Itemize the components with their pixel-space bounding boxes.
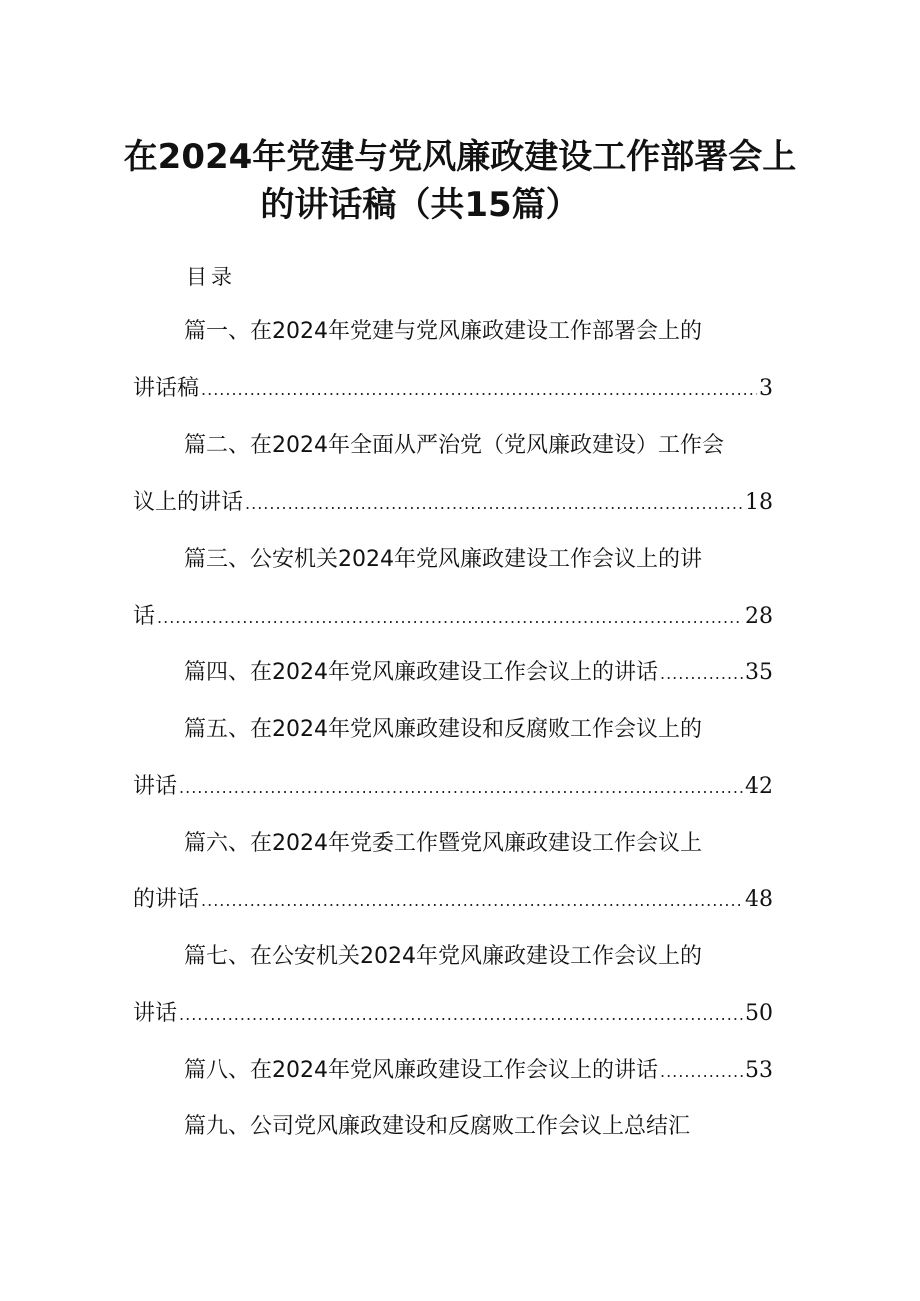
toc-entry-text: 讲话稿 xyxy=(133,376,200,401)
toc-leader-dots xyxy=(660,1057,743,1087)
document-title-line-1: 在2024年党建与党风廉政建设工作部署会上 xyxy=(123,137,797,177)
toc-entry-3-line-1[interactable]: 篇三、公安机关2024年党风廉政建设工作会议上的讲 xyxy=(184,547,702,572)
toc-page-number: 53 xyxy=(745,1058,773,1083)
toc-page-number: 3 xyxy=(759,376,773,401)
toc-entry-text: 讲话 xyxy=(133,774,178,799)
toc-entry-1-line-1[interactable]: 篇一、在2024年党建与党风廉政建设工作部署会上的 xyxy=(184,319,702,344)
toc-page-number: 48 xyxy=(745,887,773,912)
toc-entry-text: 讲话 xyxy=(133,1001,178,1026)
toc-leader-dots xyxy=(660,659,743,689)
toc-entry-2-line-2[interactable] xyxy=(133,488,773,519)
toc-entry-6-line-2[interactable] xyxy=(133,885,773,916)
toc-leader-dots xyxy=(179,773,743,803)
toc-entry-8[interactable] xyxy=(184,1056,773,1087)
toc-entry-text: 的讲话 xyxy=(133,887,200,912)
toc-page-number: 42 xyxy=(745,774,773,799)
toc-entry-5-line-2[interactable] xyxy=(133,772,773,803)
toc-entry-9-line-1[interactable]: 篇九、公司党风廉政建设和反腐败工作会议上总结汇 xyxy=(184,1114,691,1139)
toc-page-number: 50 xyxy=(745,1001,773,1026)
toc-entry-text: 篇八、在2024年党风廉政建设工作会议上的讲话 xyxy=(184,1058,658,1083)
toc-entry-text: 议上的讲话 xyxy=(133,490,244,515)
toc-entry-3-line-2[interactable] xyxy=(133,602,773,633)
toc-entry-4[interactable] xyxy=(184,658,773,689)
toc-page-number: 35 xyxy=(745,660,773,685)
toc-page-number: 18 xyxy=(745,490,773,515)
toc-leader-dots xyxy=(157,603,743,633)
document-title-line-2: 的讲话稿（共15篇） xyxy=(260,185,580,225)
toc-leader-dots xyxy=(201,375,757,405)
toc-leader-dots xyxy=(201,886,743,916)
toc-leader-dots xyxy=(245,489,743,519)
toc-entry-text: 篇四、在2024年党风廉政建设工作会议上的讲话 xyxy=(184,660,658,685)
toc-leader-dots xyxy=(179,1000,743,1030)
toc-heading: 目录 xyxy=(186,265,236,289)
toc-entry-5-line-1[interactable]: 篇五、在2024年党风廉政建设和反腐败工作会议上的 xyxy=(184,717,702,742)
toc-entry-7-line-1[interactable]: 篇七、在公安机关2024年党风廉政建设工作会议上的 xyxy=(184,944,702,969)
toc-entry-1-line-2[interactable] xyxy=(133,374,773,405)
toc-entry-7-line-2[interactable] xyxy=(133,999,773,1030)
toc-entry-6-line-1[interactable]: 篇六、在2024年党委工作暨党风廉政建设工作会议上 xyxy=(184,831,702,856)
toc-page-number: 28 xyxy=(745,604,773,629)
toc-entry-2-line-1[interactable]: 篇二、在2024年全面从严治党（党风廉政建设）工作会 xyxy=(184,433,724,458)
toc-entry-text: 话 xyxy=(133,604,156,629)
